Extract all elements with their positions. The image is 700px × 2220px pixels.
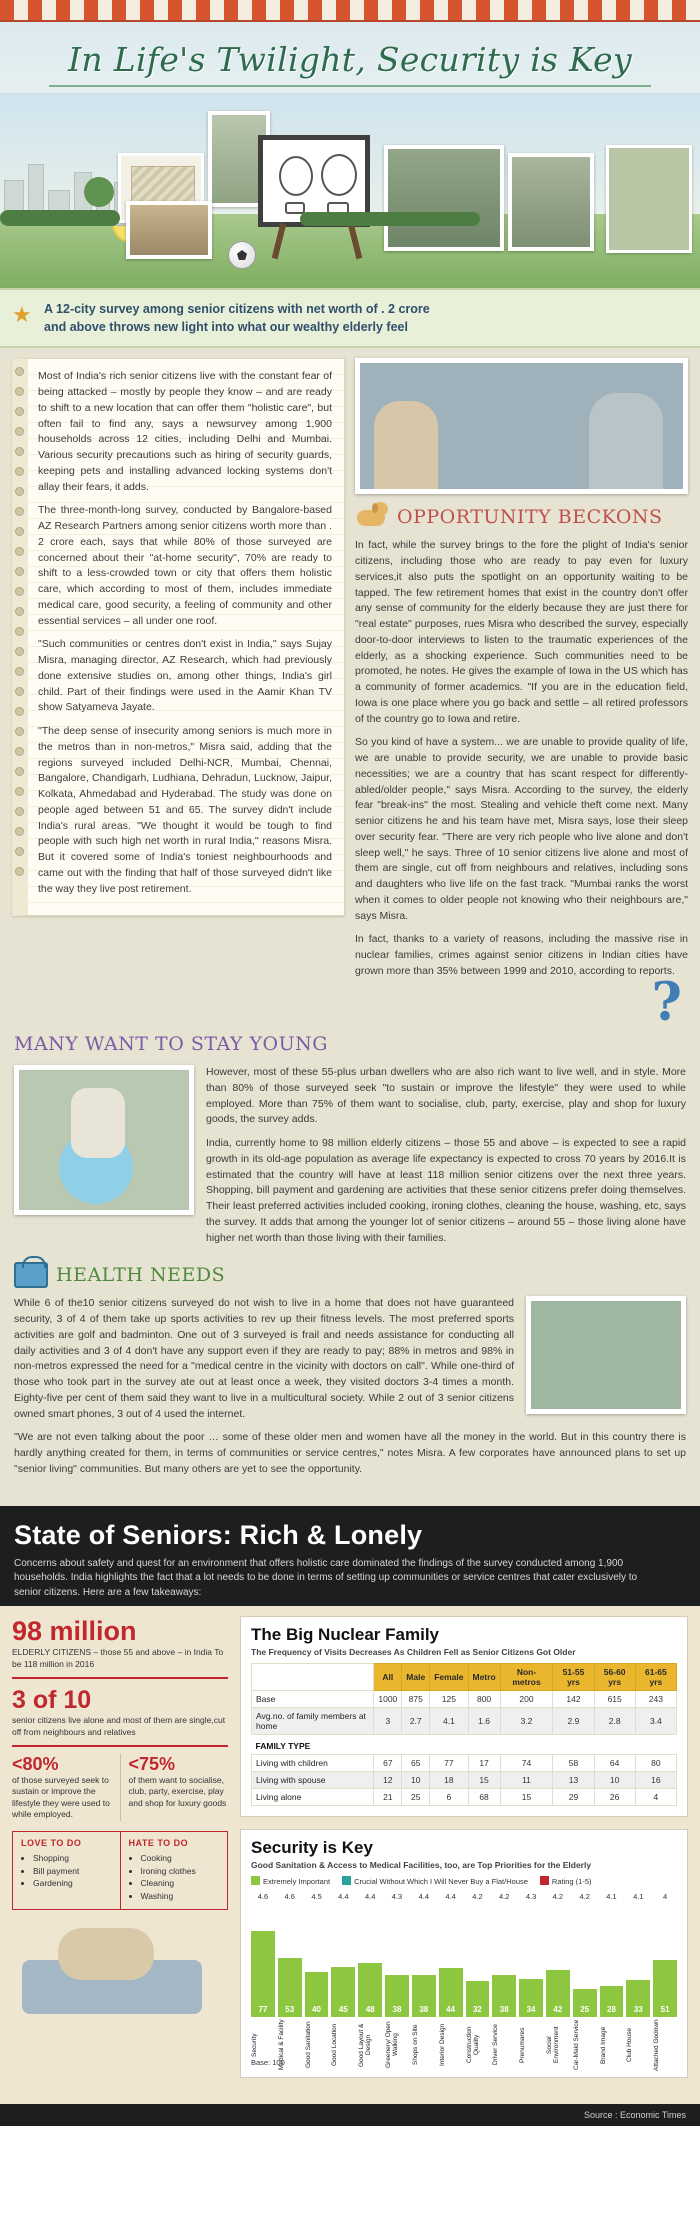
footer-source: Source : Economic Times bbox=[0, 2104, 700, 2126]
bar-value: 28 bbox=[607, 2005, 616, 2015]
rating-value: 4.4 bbox=[338, 1892, 349, 1902]
cell: 2.8 bbox=[594, 1708, 635, 1735]
bar-label: Shops on Site bbox=[411, 2024, 419, 2066]
stat-75-value: <75% bbox=[128, 1753, 176, 1774]
bar-group bbox=[358, 1905, 382, 2017]
tree-icon bbox=[84, 177, 114, 207]
list-item: • Ironing clothes bbox=[141, 1865, 220, 1878]
cell: 200 bbox=[500, 1691, 553, 1708]
legend-item-rating bbox=[540, 1876, 592, 1886]
bar-group bbox=[385, 1905, 409, 2017]
state-subtitle: Concerns about safety and quest for an environment that offers holistic care dominated the findings of the survey conducted among 1,900 households. India highlights the fact that a lot needs to be done in terms of setting up communities or service centres that cater exclusively to senior citizens. Here are a few takeaways: bbox=[14, 1557, 638, 1598]
list-item: • Shopping bbox=[33, 1852, 112, 1865]
bar-group bbox=[439, 1905, 463, 2017]
left-paragraph-4: "The deep sense of insecurity among seniors is much more in the metros than in non-metros," Misra said, adding that the regions surveyed included Delhi-NCR, Mumbai, Chennai, Bangalore, Chandigarh, Ludhiana, Dehradun, Lucknow, Jaipur, Kolkata, Ahmedabad and Hyderabad. The study was done on people aged between 51 and 65. The survey didn't include India's rural areas. "We thought it would be tough to find people with such high net worth in rural India," reasons Misra. But it covered some of India's toniest neighbourhoods and came out with the finding that half of those surveyed didn't like the way they live post retirement. bbox=[38, 725, 332, 895]
health-text-2 bbox=[14, 1430, 686, 1477]
table-section-row bbox=[252, 1735, 677, 1755]
title-block bbox=[0, 18, 700, 91]
rating-value: 4.2 bbox=[552, 1892, 564, 1902]
security-chart-subtitle: Good Sanitation & Access to Medical Facilities, too, are Top Priorities for the Elderly bbox=[251, 1860, 592, 1871]
dog-icon bbox=[355, 502, 389, 532]
row-label: Living with children bbox=[252, 1755, 374, 1772]
row-label: Avg.no. of family members at home bbox=[252, 1708, 374, 1735]
notepad-rings-decoration bbox=[15, 367, 25, 907]
rating-value: 4.2 bbox=[472, 1892, 483, 1902]
stat-3of10-value: 3 of 10 bbox=[12, 1686, 92, 1715]
left-paragraph-2: The three-month-long survey, conducted by Bangalore-based AZ Research Partners among senior citizens worth more than . 2 crore each, says that while 80% of those surveyed are concerned about their "at-home security", 70% are ready to shift to a less-crowded town or city that offers them holistic care, which according to most of them, includes immediate medical care, good security, a feeling of community and other essential services – all under one roof. bbox=[38, 504, 332, 627]
security-chart-title: Security is Key bbox=[251, 1838, 373, 1858]
security-chart-panel bbox=[240, 1829, 688, 2078]
stat-divider-2 bbox=[12, 1745, 228, 1747]
bar-value: 34 bbox=[526, 2005, 536, 2015]
stat-divider-1 bbox=[12, 1677, 228, 1679]
cell: 10 bbox=[594, 1772, 635, 1789]
rating-value: 4.3 bbox=[391, 1892, 403, 1902]
rating-value: 4.1 bbox=[633, 1892, 644, 1902]
cell: 26 bbox=[594, 1789, 635, 1806]
guitar-player-photo bbox=[606, 145, 692, 253]
bar-value: 48 bbox=[365, 2005, 375, 2015]
health-paragraph-2: "We are not even talking about the poor … some of these older men and women have all the money in the world. But in this country there is hardly anything created for them, in terms of communities or service centres," notes Misra. A few corporates have announced plans to set up "senior living" communities. But many others are yet to see the opportunity. bbox=[14, 1431, 686, 1475]
bar-label: Driver Service bbox=[492, 2024, 500, 2066]
rating-values-row bbox=[251, 1892, 677, 1901]
stay-young-content bbox=[0, 1061, 700, 1254]
survey-summary-text: A 12-city survey among senior citizens with net worth of . 2 crore and above throws new light into what our wealthy elderly feel bbox=[44, 302, 430, 335]
panels-column bbox=[240, 1616, 688, 2090]
rating-value: 4.6 bbox=[257, 1892, 269, 1902]
opportunity-paragraph-1: In fact, while the survey brings to the fore the plight of India's senior citizens, including those who are ready to pay even for luxury services,it also puts the spotlight on an opportunity waiting to be tapped. The few retirement homes that exist in the country don't offer any sense of community for the elderly because they are just there for "real estate" purposes, rues Misra who described the survey, especially door-to-door interviews to listen to the traumatic experiences of the elderly, as a shocking experience. Such communities need to be promoted, he notes. He gives the example of Iowa in the US which has a community of former academics. "If you are in the education field, Iowa is one place where you go back and settle – all retired professors of the country go to Iowa and retire. bbox=[355, 539, 688, 725]
list-item: • Gardening bbox=[33, 1877, 112, 1890]
likes-dislikes-box bbox=[12, 1831, 228, 1910]
couple-photo bbox=[508, 153, 594, 251]
col-head-male: Male bbox=[402, 1664, 430, 1691]
cell: 65 bbox=[402, 1755, 430, 1772]
bar bbox=[439, 1968, 463, 2017]
rating-value: 4.6 bbox=[284, 1892, 295, 1902]
table-row bbox=[252, 1691, 677, 1708]
legend-item-crucial bbox=[342, 1876, 528, 1886]
bar bbox=[546, 1970, 570, 2017]
bar bbox=[492, 1975, 516, 2018]
stat-98-value: 98 million bbox=[12, 1616, 137, 1647]
star-icon: ★ bbox=[12, 302, 32, 327]
basket-icon bbox=[14, 1262, 48, 1288]
bar-group bbox=[492, 1905, 516, 2017]
cell: 10 bbox=[402, 1772, 430, 1789]
bar-label: Prenumares bbox=[519, 2027, 527, 2063]
bar-value: 38 bbox=[392, 2005, 402, 2015]
football-icon bbox=[228, 241, 256, 269]
cell: 142 bbox=[553, 1691, 594, 1708]
cell: 3.2 bbox=[500, 1708, 553, 1735]
notepad-panel bbox=[12, 358, 345, 916]
table-row bbox=[252, 1772, 677, 1789]
cell: 18 bbox=[430, 1772, 468, 1789]
state-of-seniors-body bbox=[0, 1606, 700, 2104]
bar-label: Greenery/ Open Walking bbox=[385, 2021, 400, 2069]
bar-value: 32 bbox=[472, 2005, 482, 2015]
cell: 68 bbox=[468, 1789, 500, 1806]
bar-label: Interior Design bbox=[438, 2023, 446, 2067]
hedge-left bbox=[0, 210, 120, 226]
cell: 21 bbox=[374, 1789, 402, 1806]
hate-to-do-title: HATE TO DO bbox=[128, 1837, 189, 1848]
col-head-56-60: 56-60 yrs bbox=[594, 1664, 635, 1691]
cell: 80 bbox=[635, 1755, 676, 1772]
bar-group bbox=[600, 1905, 624, 2017]
bar bbox=[358, 1963, 382, 2017]
cell: 29 bbox=[553, 1789, 594, 1806]
bar bbox=[412, 1975, 436, 2018]
bar-group bbox=[305, 1905, 329, 2017]
health-section bbox=[0, 1254, 700, 1288]
table-row bbox=[252, 1708, 677, 1735]
bar-category-labels bbox=[251, 2019, 677, 2071]
opportunity-heading bbox=[355, 502, 688, 532]
stay-young-text bbox=[206, 1065, 686, 1254]
legend-label: Crucial Without Which I Will Never Buy a Flat/House bbox=[354, 1877, 528, 1887]
col-head-51-55: 51-55 yrs bbox=[553, 1664, 594, 1691]
opportunity-text bbox=[355, 538, 688, 979]
cell: 800 bbox=[468, 1691, 500, 1708]
legend-label: Extremely Important bbox=[263, 1877, 331, 1887]
table-row bbox=[252, 1755, 677, 1772]
bar-value: 38 bbox=[419, 2005, 429, 2015]
cell: 15 bbox=[500, 1789, 553, 1806]
left-paragraph-1: Most of India's rich senior citizens live with the constant fear of being attacked – mostly by people they know – and are ready to shift to a new location that can offer them "holistic care", but often fail to find any, says a newsurvey among 1,900 households across 12 cities, including Delhi and Mumbai. Various security precautions such as hiring of security guards, keeping pets and installing advanced locking systems don't allay their fears, it adds. bbox=[38, 370, 332, 493]
stat-98-label: ELDERLY CITIZENS – those 55 and above – in India To be 118 million in 2016 bbox=[12, 1647, 224, 1669]
nuclear-family-panel bbox=[240, 1616, 688, 1817]
hedge-center bbox=[300, 212, 480, 226]
bar bbox=[251, 1931, 275, 2017]
section-label: FAMILY TYPE bbox=[252, 1735, 677, 1755]
senior-couple-photo bbox=[355, 358, 688, 494]
cell: 67 bbox=[374, 1755, 402, 1772]
bar bbox=[278, 1958, 302, 2017]
chart-base-note: Base: 100 bbox=[251, 2058, 285, 2068]
bar bbox=[331, 1967, 355, 2017]
article-body bbox=[0, 348, 700, 1505]
bar-group bbox=[546, 1905, 570, 2017]
senior-woman-illustration bbox=[12, 1918, 228, 2014]
bar-value: 25 bbox=[580, 2005, 590, 2015]
stay-young-paragraph-2: India, currently home to 98 million elderly citizens – those 55 and above – is expected to see a rapid growth in its old-age population as average life expectancy is expected to cross 70 years by 2016.It is estimated that the country will have at least 118 million senior citizens over the next three years. Shopping, bill payment and gardening are activities that these senior citizens prefer doing themselves. Their least preferred activities included cooking, ironing clothes, cleaning the house, washing, etc, says the survey. It adds that among the younger lot of senior citizens – around 55 – those living alone have higher net worth than those living with their families. bbox=[206, 1137, 686, 1244]
bar-label: Brand Image bbox=[599, 2026, 607, 2064]
legend-item-extremely-important bbox=[251, 1876, 330, 1886]
stat-percent-row bbox=[12, 1754, 228, 1821]
stay-young-paragraph-1: However, most of these 55-plus urban dwellers who are also rich want to live well, and in style. More than 80% of those surveyed seek "to sustain or improve the lifestyle" they were used to while employed. More than 75% of them want to socialise, club, party, exercise, play and shop for luxury goods, the survey adds. bbox=[206, 1066, 686, 1126]
cell: 243 bbox=[635, 1691, 676, 1708]
bar-value: 38 bbox=[499, 2005, 509, 2015]
health-heading-text: HEALTH NEEDS bbox=[56, 1264, 226, 1287]
col-head-all: All bbox=[374, 1664, 402, 1691]
cell: 16 bbox=[635, 1772, 676, 1789]
bar-label: Construction Quality bbox=[465, 2026, 480, 2064]
bar-value: 40 bbox=[312, 2005, 321, 2015]
love-to-do-list bbox=[21, 1852, 112, 1890]
cell: 4.1 bbox=[430, 1708, 468, 1735]
cell: 17 bbox=[468, 1755, 500, 1772]
bar-group bbox=[331, 1905, 355, 2017]
col-head-blank bbox=[252, 1664, 374, 1691]
rating-value: 4.4 bbox=[445, 1892, 456, 1902]
cell: 615 bbox=[594, 1691, 635, 1708]
chart-legend bbox=[251, 1876, 677, 1886]
cell: 13 bbox=[553, 1772, 594, 1789]
stat-75-block bbox=[129, 1754, 229, 1821]
health-content bbox=[0, 1294, 700, 1495]
stay-young-heading bbox=[14, 1033, 686, 1055]
opportunity-paragraph-2: So you kind of have a system... we are unable to provide quality of life, we are unable to provide security, we are unable to provide basic necessities; we are a country that has scant respect for differently-abled/older people," says Misra. According to the survey, the elderly fear "break-ins" the most. Stealing and vehicle theft come next. Many senior citizens he and his team have met, Misra says, lose their sleep over security fear. "There are very rich people who live alone and don't sleep well," he says. Three of 10 senior citizens live alone and most of them are single, cut off from neighbours and relatives, including sons and daughters who live life on the fast track. "Mumbai ranks the worst when it comes to older people not knowing who their neighbours are," says Misra. bbox=[355, 736, 688, 922]
col-head-metro: Metro bbox=[468, 1664, 500, 1691]
stay-young-section bbox=[0, 1025, 700, 1055]
bar-group bbox=[412, 1905, 436, 2017]
rating-value: 4.4 bbox=[364, 1892, 376, 1902]
state-title: State of Seniors: Rich & Lonely bbox=[14, 1519, 423, 1550]
bar-group bbox=[573, 1905, 597, 2017]
bar bbox=[466, 1981, 490, 2017]
cell: 875 bbox=[402, 1691, 430, 1708]
bar-value: 42 bbox=[553, 2005, 563, 2015]
cell: 58 bbox=[553, 1755, 594, 1772]
stat-75-label: of them want to socialise, club, party, exercise, play and shop for luxury goods bbox=[128, 1774, 227, 1808]
list-item: • Bill payment bbox=[33, 1865, 112, 1878]
cell: 15 bbox=[468, 1772, 500, 1789]
rating-value: 4.3 bbox=[525, 1892, 537, 1902]
group-outdoors-photo bbox=[384, 145, 504, 251]
cell: 4 bbox=[635, 1789, 676, 1806]
love-to-do-block bbox=[13, 1832, 120, 1909]
bar bbox=[305, 1972, 329, 2017]
bar-group bbox=[626, 1905, 650, 2017]
bar bbox=[519, 1979, 543, 2017]
bar bbox=[573, 1989, 597, 2017]
rating-value: 4 bbox=[663, 1892, 668, 1902]
col-head-female: Female bbox=[430, 1664, 468, 1691]
bar-value: 45 bbox=[338, 2005, 348, 2015]
health-heading bbox=[14, 1262, 686, 1288]
nuclear-family-subtitle: The Frequency of Visits Decreases As Children Fell as Senior Citizens Got Older bbox=[251, 1647, 576, 1658]
bar-label: Car-Maid Service bbox=[572, 2019, 580, 2071]
header-banner bbox=[0, 0, 700, 288]
state-of-seniors-header bbox=[0, 1506, 700, 1607]
nuclear-family-table bbox=[251, 1663, 677, 1806]
bar-label: Attached Godown bbox=[653, 2019, 661, 2071]
bar-group bbox=[278, 1905, 302, 2017]
title-divider bbox=[49, 85, 651, 87]
stay-young-heading-text: MANY WANT TO STAY YOUNG bbox=[14, 1033, 328, 1056]
bar bbox=[626, 1980, 650, 2017]
health-text bbox=[14, 1296, 514, 1430]
legend-label: Rating (1-5) bbox=[551, 1877, 592, 1887]
left-paragraph-3: "Such communities or centres don't exist in India," says Sujay Misra, managing director, AZ Research, which had previously done extensive studies on, among other things, India's girl child. Part of their findings were used in the Aamir Khan TV show Satyameva Jayate. bbox=[38, 638, 332, 714]
bar-value: 77 bbox=[258, 2005, 268, 2015]
list-item: • Washing bbox=[141, 1890, 220, 1903]
rating-value: 4.5 bbox=[311, 1892, 322, 1902]
stat-80-block bbox=[12, 1754, 112, 1821]
cell: 74 bbox=[500, 1755, 553, 1772]
walking-couple-photo bbox=[526, 1296, 686, 1414]
bar-group bbox=[466, 1905, 490, 2017]
cell: 64 bbox=[594, 1755, 635, 1772]
table-row bbox=[252, 1789, 677, 1806]
bar bbox=[653, 1960, 677, 2017]
row-label: Base bbox=[252, 1691, 374, 1708]
rating-value: 4.1 bbox=[606, 1892, 617, 1902]
list-item: • Cooking bbox=[141, 1852, 220, 1865]
row-label: Living alone bbox=[252, 1789, 374, 1806]
bar-group bbox=[653, 1905, 677, 2017]
bar-label: Medical & Facility bbox=[277, 2019, 285, 2071]
bar bbox=[600, 1986, 624, 2017]
two-column-layout bbox=[0, 348, 700, 987]
page-title: In Life's Twilight, Security is Key bbox=[68, 40, 632, 79]
nuclear-family-title: The Big Nuclear Family bbox=[251, 1625, 439, 1645]
rating-value: 4.2 bbox=[579, 1892, 590, 1902]
opportunity-heading-text: OPPORTUNITY BECKONS bbox=[397, 506, 663, 529]
row-label: Living with spouse bbox=[252, 1772, 374, 1789]
cell: 11 bbox=[500, 1772, 553, 1789]
bar-label: Good Sanitation bbox=[304, 2021, 312, 2069]
bar-label: Security bbox=[251, 2033, 258, 2057]
table-header-row bbox=[252, 1664, 677, 1691]
stat-80-value: <80% bbox=[12, 1753, 59, 1774]
hero-collage bbox=[0, 93, 700, 288]
stat-vertical-divider bbox=[120, 1754, 121, 1821]
rating-value: 4.4 bbox=[418, 1892, 429, 1902]
stats-column bbox=[12, 1616, 228, 2090]
cell: 3.4 bbox=[635, 1708, 676, 1735]
cell: 1.6 bbox=[468, 1708, 500, 1735]
stat-80-label: of those surveyed seek to sustain or improve the lifestyle they were used to while employed. bbox=[12, 1774, 110, 1820]
bar-value: 33 bbox=[633, 2005, 643, 2015]
bar-value: 44 bbox=[446, 2005, 456, 2015]
bar-value: 53 bbox=[285, 2005, 295, 2015]
cell: 12 bbox=[374, 1772, 402, 1789]
cell: 6 bbox=[430, 1789, 468, 1806]
question-mark-decoration: ? bbox=[651, 971, 682, 1033]
survey-summary-strip bbox=[0, 288, 700, 348]
bar-group bbox=[251, 1905, 275, 2017]
col-head-nonmetro: Non-metros bbox=[500, 1664, 553, 1691]
cell: 25 bbox=[402, 1789, 430, 1806]
bar-series bbox=[251, 1905, 677, 2017]
bar bbox=[385, 1975, 409, 2018]
hate-to-do-list bbox=[129, 1852, 220, 1903]
opportunity-paragraph-3: In fact, thanks to a variety of reasons, including the massive rise in nuclear families, crimes against senior citizens in Indian cities have grown more than 35% between 1999 and 2010, according to reports. bbox=[355, 933, 688, 977]
bar-group bbox=[519, 1905, 543, 2017]
bar-label: Social Environment bbox=[545, 2026, 561, 2064]
cell: 3 bbox=[374, 1708, 402, 1735]
woman-walking-photo bbox=[126, 201, 212, 259]
cell: 1000 bbox=[374, 1691, 402, 1708]
rating-value: 4.2 bbox=[499, 1892, 510, 1902]
right-column bbox=[355, 358, 688, 987]
left-column bbox=[12, 358, 345, 987]
bar-label: Club House bbox=[626, 2028, 634, 2063]
health-paragraph-1: While 6 of the10 senior citizens surveyed do not wish to live in a home that does not have guaranteed security, 3 of 4 of them take up sports activities to rev up their fitness levels. The most preferred sports activities are golf and badminton. One out of 3 surveyed is frail and needs assistance for conducting all daily activities and 3 of 4 don't have any support even if they are ready to pay; 88% in metros and 98% in non-metros expressed the need for a "medical centre in the vicinity with doctors on call". While one-third of those who took part in the survey ate out at least once a week, they visited doctors 3-4 times a month. Eighty-five per cent of them said they want to live in a multicultural society. While 2 out of 3 senior citizens owned smart phones, 3 out of 4 used the internet. bbox=[14, 1297, 514, 1420]
exercise-ball-photo bbox=[14, 1065, 194, 1215]
col-head-61-65: 61-65 yrs bbox=[635, 1664, 676, 1691]
stat-3of10-label: senior citizens live alone and most of them are single,cut off from neighbours and relatives bbox=[12, 1715, 226, 1737]
bar-label: Good Location bbox=[331, 2023, 339, 2067]
cell: 2.9 bbox=[553, 1708, 594, 1735]
health-flex-row bbox=[14, 1296, 686, 1430]
love-to-do-title: LOVE TO DO bbox=[21, 1837, 82, 1848]
list-item: • Cleaning bbox=[141, 1877, 220, 1890]
cell: 77 bbox=[430, 1755, 468, 1772]
bar-value: 51 bbox=[660, 2005, 670, 2015]
cell: 125 bbox=[430, 1691, 468, 1708]
cell: 2.7 bbox=[402, 1708, 430, 1735]
hate-to-do-block bbox=[121, 1832, 228, 1909]
bar-label: Good Layout & Design bbox=[358, 2023, 373, 2067]
